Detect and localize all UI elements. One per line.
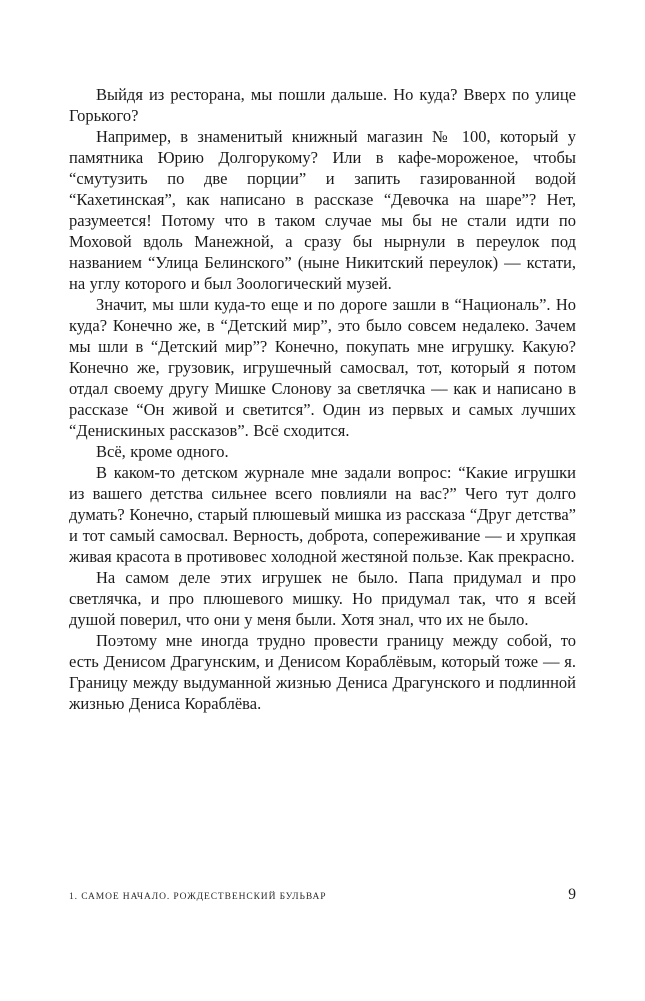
paragraph: Например, в знаменитый книжный магазин № 100, который у памятника Юрию Долгорукому? Или в кафе-мороженое, чтобы “смутузить по две порции” и запить газированной водой “Кахетинская”, как написано в рассказе “Девочка на шаре”? Нет, разумеется! Потому что в таком случае мы бы не стали идти по Моховой вдоль Манежной, а сразу бы нырнули в переулок под названием “Улица Белинского” (ныне Никитский переулок) — кстати, на углу которого и был Зоологический музей. bbox=[69, 127, 576, 293]
page-footer bbox=[69, 886, 576, 904]
paragraph: На самом деле этих игрушек не было. Папа придумал и про светлячка, и про плюшевого мишку. Но придумал так, что я всей душой поверил, что они у меня были. Хотя знал, что их не было. bbox=[69, 568, 576, 629]
paragraph: В каком-то детском журнале мне задали вопрос: “Какие игрушки из вашего детства сильнее всего повлияли на вас?” Чего тут долго думать? Конечно, старый плюшевый мишка из рассказа “Друг детства” и тот самый самосвал. Верность, доброта, сопереживание — и хрупкая живая красота в противовес холодной жестяной пользе. Как прекрасно. bbox=[69, 463, 576, 566]
running-title: 1. САМОЕ НАЧАЛО. РОЖДЕСТВЕНСКИЙ БУЛЬВАР bbox=[69, 892, 327, 902]
paragraph: Поэтому мне иногда трудно провести границу между собой, то есть Денисом Драгунским, и Денисом Кораблёвым, который тоже — я. Границу между выдуманной жизнью Дениса Драгунского и подлинной жизнью Дениса Кораблёва. bbox=[69, 631, 576, 713]
paragraph: Всё, кроме одного. bbox=[96, 442, 229, 461]
paragraph: Выйдя из ресторана, мы пошли дальше. Но куда? Вверх по улице Горького? bbox=[69, 85, 576, 125]
paragraph: Значит, мы шли куда-то еще и по дороге зашли в “Националь”. Но куда? Конечно же, в “Детский мир”, это было совсем недалеко. Зачем мы шли в “Детский мир”? Конечно, покупать мне игрушку. Какую? Конечно же, грузовик, игрушечный самосвал, тот, который я потом отдал своему другу Мишке Слонову за светлячка — как и написано в рассказе “Он живой и светится”. Один из первых и самых лучших “Денискиных рассказов”. Всё сходится. bbox=[69, 295, 576, 440]
page-number: 9 bbox=[568, 886, 576, 903]
page-text bbox=[69, 84, 576, 714]
